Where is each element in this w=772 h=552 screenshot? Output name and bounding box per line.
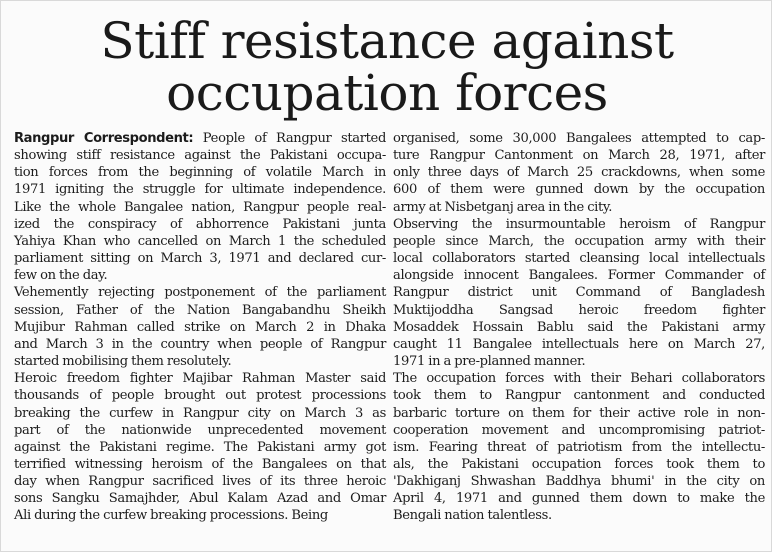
text-line: Rangpur district unit Command of Bangladesh <box>393 285 765 301</box>
text-line: terrified witnessing heroism of the Bangalees on that <box>14 456 386 472</box>
text-line: sons Sangku Samajhder, Abul Kalam Azad and Omar <box>14 491 386 507</box>
byline: Rangpur Correspondent: <box>14 131 194 146</box>
headline <box>1 12 772 122</box>
headline-line-2: occupation forces <box>166 64 608 122</box>
text-line: ture Rangpur Cantonment on March 28, 1971, after <box>393 148 765 164</box>
text-line: breaking the curfew in Rangpur city on March 3 as <box>14 405 386 421</box>
text-line: The occupation forces with their Behari collaborators <box>393 371 765 387</box>
text-line: Bengali nation talentless. <box>393 508 552 524</box>
text-line: local collaborators started cleansing local intellectuals <box>393 251 765 267</box>
text-line: organised, some 30,000 Bangalees attempted to cap- <box>393 131 765 146</box>
text-line: started mobilising them resolutely. <box>14 354 232 370</box>
text-line: April 4, 1971 and gunned them down to make the <box>393 491 765 507</box>
text-line: Mujibur Rahman called strike on March 2 in Dhaka <box>14 319 386 335</box>
article-column-left <box>14 130 386 525</box>
text-line: Heroic freedom fighter Majibar Rahman Master said <box>14 371 386 387</box>
text-line: only three days of March 25 crackdowns, when some <box>393 165 765 181</box>
text-line: Ali during the curfew breaking processions. Being <box>14 508 328 524</box>
text-line: session, Father of the Nation Bangabandhu Sheikh <box>14 302 386 318</box>
text-line: caught 11 Bangalee intellectuals here on March 27, <box>393 336 765 352</box>
text-line: 600 of them were gunned down by the occupation <box>393 182 765 198</box>
text-line: Observing the insurmountable heroism of Rangpur <box>393 216 765 232</box>
text-line: tion forces from the beginning of volatile March in <box>14 165 386 181</box>
text-line: 1971 in a pre-planned manner. <box>393 354 586 370</box>
text-line: cooperation movement and uncompromising patriot- <box>393 422 765 438</box>
text-line: thousands of people brought out protest processions <box>14 388 386 404</box>
text-line: als, the Pakistani occupation forces took them to <box>393 456 765 472</box>
text-line: and March 3 in the country when people of Rangpur <box>14 336 386 352</box>
headline-line-1: Stiff resistance against <box>100 12 674 70</box>
text-line: alongside innocent Bangalees. Former Commander of <box>393 268 765 284</box>
article-column-right <box>393 130 765 525</box>
text-line: Like the whole Bangalee nation, Rangpur people real- <box>14 199 386 215</box>
text-line: day when Rangpur sacrificed lives of its three heroic <box>14 474 386 490</box>
text-line: took them to Rangpur cantonment and conducted <box>393 388 765 404</box>
text-line: few on the day. <box>14 268 108 284</box>
text-line: against the Pakistani regime. The Pakistani army got <box>14 439 386 455</box>
text-line <box>14 130 386 147</box>
text-line: people since March, the occupation army with their <box>393 233 765 249</box>
text-line: part of the nationwide unprecedented movement <box>14 422 386 438</box>
text-line: barbaric torture on them for their active role in non- <box>393 405 765 421</box>
text-line-content: People of Rangpur started <box>193 131 386 146</box>
text-line: 1971 igniting the struggle for ultimate independence. <box>14 182 386 198</box>
text-line: 'Dakhiganj Shwashan Baddhya bhumi' in the city on <box>393 474 765 490</box>
text-line: Yahiya Khan who cancelled on March 1 the scheduled <box>14 233 386 249</box>
article-body <box>14 130 764 550</box>
text-line: Vehemently rejecting postponement of the parliament <box>14 285 386 301</box>
text-line: army at Nisbetganj area in the city. <box>393 199 613 215</box>
text-line: Mosaddek Hossain Bablu said the Pakistani army <box>393 319 765 335</box>
text-line: Muktijoddha Sangsad heroic freedom fighter <box>393 302 765 318</box>
text-line: showing stiff resistance against the Pakistani occupa- <box>14 148 386 164</box>
text-line: ism. Fearing threat of patriotism from the intellectu- <box>393 439 765 455</box>
text-line: ized the conspiracy of abhorrence Pakistani junta <box>14 216 386 232</box>
text-line: parliament sitting on March 3, 1971 and declared cur- <box>14 251 386 267</box>
